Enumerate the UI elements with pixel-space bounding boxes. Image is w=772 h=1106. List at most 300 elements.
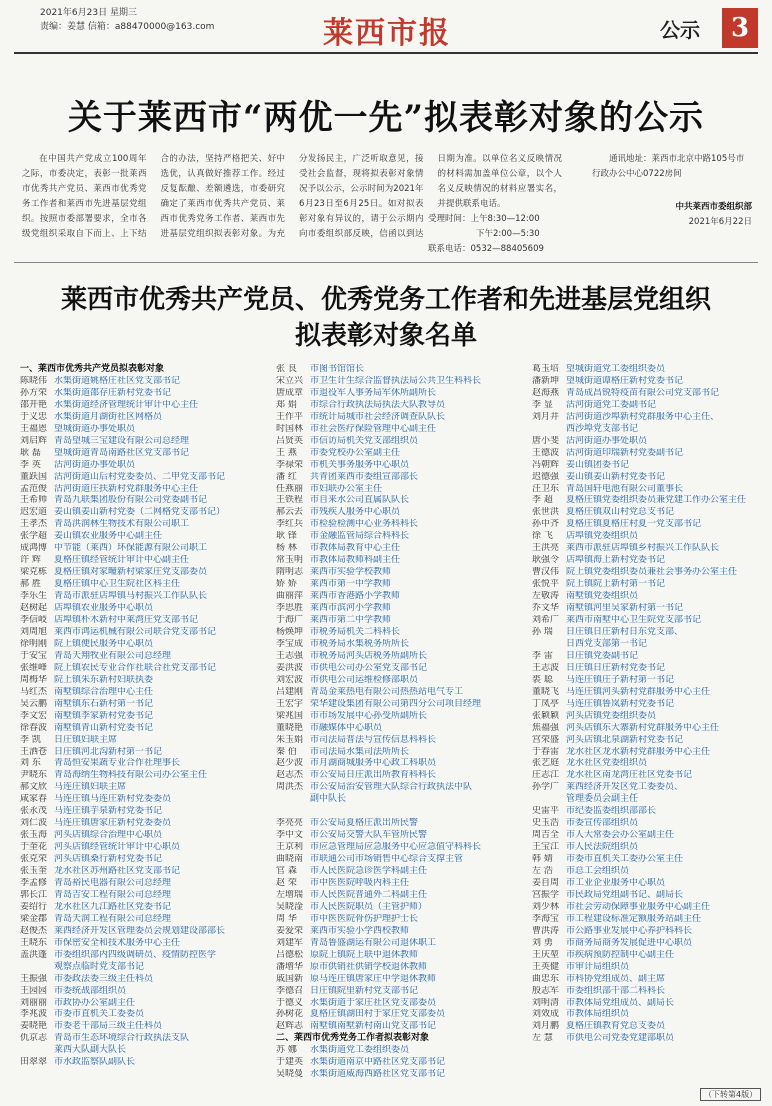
honoree-name: 孙 瑞 xyxy=(532,626,553,637)
list-item-continuation: 管理委员会副主任 xyxy=(566,794,639,805)
honoree-name: 王 燕 xyxy=(276,447,297,458)
list-item xyxy=(20,830,258,842)
honoree-position: 市自来水公司直属队队长 xyxy=(310,495,410,506)
honoree-position: 夏格庄镇党委组织委员兼党建工作办公室主任 xyxy=(566,495,747,506)
honoree-position: 河头店镇北泉湖新村党委书记 xyxy=(566,734,684,745)
list-item xyxy=(276,651,516,663)
honoree-name: 唐小斐 xyxy=(532,435,560,446)
honoree-position: 院上镇朱东新村妇联执委 xyxy=(54,674,154,685)
list-item xyxy=(20,495,258,507)
list-item xyxy=(276,782,516,794)
list-item xyxy=(532,866,762,878)
honoree-position: 夏格庄镇教育党总支委员 xyxy=(566,1021,666,1032)
honoree-position: 莱西市第二中学教师 xyxy=(310,615,392,626)
list-item xyxy=(276,1009,516,1021)
honoree-name: 宫荣盛 xyxy=(532,734,560,745)
list-item xyxy=(532,579,762,591)
honoree-position: 青岛市派驻店埠镇马村振兴工作队队长 xyxy=(54,591,208,602)
list-item xyxy=(532,436,762,448)
list-column-1 xyxy=(20,364,258,1069)
honoree-name: 李孟修 xyxy=(20,877,48,888)
honoree-name: 宫振学 xyxy=(532,889,560,900)
honoree-name: 马红杰 xyxy=(20,686,48,697)
honoree-name: 于建英 xyxy=(276,1057,304,1068)
honoree-name: 郭长江 xyxy=(20,889,48,900)
list-item xyxy=(276,1021,516,1033)
list-item xyxy=(532,615,762,627)
honoree-position: 南墅镇南墅新村南山党支部书记 xyxy=(310,1021,437,1032)
list-item xyxy=(532,842,762,854)
honoree-position: 青岛国轩电池有限公司董事长 xyxy=(566,483,684,494)
honoree-name: 李 显 xyxy=(532,399,553,410)
contact-phone: 联系电话：0532—88405609 xyxy=(428,244,544,254)
honoree-position: 日庄镇党委副书记 xyxy=(566,650,639,661)
honoree-position: 沽河街道印瑞新村党委副书记 xyxy=(566,447,684,458)
honoree-position: 河头店镇桑行新村党委书记 xyxy=(54,854,163,865)
honoree-name: 杨焕坤 xyxy=(276,626,304,637)
list-item-continuation: 西沙埠党支部书记 xyxy=(566,423,639,434)
list-item xyxy=(20,794,258,806)
honoree-name: 李禄荣 xyxy=(276,459,304,470)
honoree-name: 曹汉伟 xyxy=(532,567,560,578)
list-item xyxy=(532,591,762,603)
list-item xyxy=(532,543,762,555)
honoree-name: 田翠翠 xyxy=(20,1057,48,1068)
honoree-position: 夏格庄镇中心卫生院社区科主任 xyxy=(54,579,181,590)
honoree-position: 市委市直机关工委办公室主任 xyxy=(566,854,684,865)
honoree-name: 李 雷 xyxy=(532,650,553,661)
honoree-position: 市人大常委会办公室副主任 xyxy=(566,830,675,841)
list-item xyxy=(276,495,516,507)
honoree-position: 夏格庄镇对家疃新村梁家庄党支部委员 xyxy=(54,567,208,578)
honoree-position: 市供电公司运维检修部职员 xyxy=(310,674,419,685)
list-item xyxy=(20,543,258,555)
honoree-position: 姜山镇姜山新村党委书记 xyxy=(566,471,666,482)
list-item xyxy=(276,950,516,962)
honoree-position: 市水政监察队副队长 xyxy=(54,1057,136,1068)
honoree-name: 王园园 xyxy=(20,985,48,996)
list-item xyxy=(276,926,516,938)
honoree-name: 于义忠 xyxy=(20,411,48,422)
list-item xyxy=(276,555,516,567)
honoree-name: 王志波 xyxy=(532,662,560,673)
honoree-name: 成鸿博 xyxy=(20,543,48,554)
list-item xyxy=(20,974,258,986)
list-item xyxy=(532,974,762,986)
honoree-position: 水集街道党工委组织委员 xyxy=(310,1045,410,1056)
honoree-name: 王希帅 xyxy=(20,495,48,506)
list-item xyxy=(20,866,258,878)
honoree-name: 李红兵 xyxy=(276,519,304,530)
honoree-name xyxy=(276,806,310,818)
honoree-position: 莱西经济开发区管理委员会规划建设部部长 xyxy=(54,925,226,936)
honoree-name: 时国林 xyxy=(276,423,304,434)
list-item xyxy=(532,472,762,484)
honoree-name: 徐春波 xyxy=(20,722,48,733)
honoree-name: 盖洪蓬 xyxy=(20,949,48,960)
honoree-position: 河头店镇经管统计审计中心职员 xyxy=(54,842,181,853)
honoree-position: 市工程建设标准定额服务站副主任 xyxy=(566,913,702,924)
honoree-name: 殷志军 xyxy=(532,985,560,996)
honoree-name: 王庆堃 xyxy=(532,949,560,960)
issue-date-sign: 2021年6月22日 xyxy=(688,217,752,227)
list-item xyxy=(276,699,516,711)
list-item xyxy=(532,531,762,543)
honoree-position: 市疾病预防控制中心副主任 xyxy=(566,949,675,960)
honoree-position: 南墅镇党委组织员 xyxy=(566,591,639,602)
honoree-position: 马连庄镇庄子新村第一书记 xyxy=(566,674,675,685)
honoree-name: 姜绍行 xyxy=(20,901,48,912)
honoree-name: 于安宝 xyxy=(20,650,48,661)
list-item xyxy=(532,400,762,412)
list-item xyxy=(532,782,762,794)
honoree-name: 戚国新 xyxy=(276,973,304,984)
list-item xyxy=(20,890,258,902)
honoree-name: 赵志杰 xyxy=(276,770,304,781)
honoree-position: 市委政法委三级主任科员 xyxy=(54,973,154,984)
honoree-position: 龙水社区龙水新村党群服务中心主任 xyxy=(566,746,711,757)
honoree-position: 市中医医院呼吸内科主任 xyxy=(310,877,410,888)
honoree-position: 夏格庄镇湖田村于家庄党支部委员 xyxy=(310,1009,446,1020)
honoree-name: 尹晓东 xyxy=(20,770,48,781)
list-item xyxy=(20,950,258,962)
list-item xyxy=(532,950,762,962)
honoree-name: 吕德松 xyxy=(276,949,304,960)
list-item xyxy=(276,531,516,543)
honoree-name: 王洪亮 xyxy=(532,543,560,554)
honoree-position: 青岛裕民电器有限公司总经理 xyxy=(54,877,172,888)
honoree-name: 潘 红 xyxy=(276,471,297,482)
honoree-position: 青岛洪润林生物技术有限公司职工 xyxy=(54,519,190,530)
list-item xyxy=(276,687,516,699)
honoree-name: 汪卫东 xyxy=(532,483,560,494)
honoree-position: 日庄镇妇联主席 xyxy=(54,734,118,745)
list-item xyxy=(20,902,258,914)
honoree-position: 荣华建设集团有限公司第四分公司项目经理 xyxy=(310,698,482,709)
honoree-name: 刘建军 xyxy=(276,937,304,948)
honoree-name: 李思胜 xyxy=(276,603,304,614)
list-item xyxy=(20,842,258,854)
honoree-position: 市人民医院普通外二科副主任 xyxy=(310,889,428,900)
list-item xyxy=(20,818,258,830)
list-item xyxy=(20,460,258,472)
list-item xyxy=(532,914,762,926)
honoree-name: 刘启辉 xyxy=(20,435,48,446)
honoree-position: 水集街道威海西路社区党支部书记 xyxy=(310,1069,446,1080)
list-item xyxy=(276,974,516,986)
honoree-name: 赵海燕 xyxy=(532,387,560,398)
list-item xyxy=(276,579,516,591)
honoree-name: 李亮亮 xyxy=(276,818,304,829)
honoree-name: 赵少波 xyxy=(276,758,304,769)
honoree-name: 孙树花 xyxy=(276,1009,304,1020)
honoree-position: 市供电公司党委党建部职员 xyxy=(566,1033,675,1044)
honoree-position: 马连庄镇河头新村党群服务中心主任 xyxy=(566,686,711,697)
honoree-name: 韩 婧 xyxy=(532,854,553,865)
honoree-name: 郝文欣 xyxy=(20,782,48,793)
list-item xyxy=(276,854,516,866)
list-item xyxy=(20,448,258,460)
honoree-position: 市委组织部内四级调研员、疫情防控医学 xyxy=(54,949,217,960)
honoree-position: 市公安局治安管理大队综合行政执法中队 xyxy=(310,782,473,793)
notice-title: 关于莱西市“两优一先”拟表彰对象的公示 xyxy=(67,98,705,138)
honoree-name: 吴云鹏 xyxy=(20,698,48,709)
honoree-position: 莱西经济开发区党工委委员、 xyxy=(566,782,684,793)
honoree-position: 青岛吉安工程有限公司总经理 xyxy=(54,889,172,900)
honoree-position: 沽河街道庄扶新村党群服务中心主任 xyxy=(54,483,199,494)
list-item xyxy=(276,890,516,902)
honoree-name: 李乐生 xyxy=(20,591,48,602)
honoree-position: 青岛海纳生物科技有限公司办公室主任 xyxy=(54,770,208,781)
honoree-name: 梁克栋 xyxy=(20,567,48,578)
honoree-name: 周 华 xyxy=(276,913,297,924)
list-item xyxy=(20,663,258,675)
honoree-name: 刘明清 xyxy=(532,997,560,1008)
list-item xyxy=(276,842,516,854)
honoree-position: 市教体局教师科副主任 xyxy=(310,555,401,566)
list-item xyxy=(20,806,258,818)
honoree-position: 市公安局夏格庄派出所民警 xyxy=(310,818,419,829)
list-item xyxy=(20,1033,258,1045)
list-item xyxy=(276,400,516,412)
list-item xyxy=(276,938,516,950)
honoree-position: 望城街道谭格庄新村党委书记 xyxy=(566,375,684,386)
honoree-position: 南墅镇河里吴家新村第一书记 xyxy=(566,603,684,614)
list-item xyxy=(276,484,516,496)
honoree-name: 董跃国 xyxy=(20,471,48,482)
honoree-name: 赵俊杰 xyxy=(20,925,48,936)
honoree-name: 孙学广 xyxy=(532,782,560,793)
list-item xyxy=(276,639,516,651)
list-item xyxy=(276,615,516,627)
honoree-position: 河头店镇党委组织委员 xyxy=(566,710,657,721)
honoree-position: 市委统战部组织员 xyxy=(54,985,127,996)
honoree-position: 莱西市滨河小学教师 xyxy=(310,603,392,614)
list-item xyxy=(532,938,762,950)
list-item xyxy=(20,388,258,400)
honoree-position: 龙水社区苏州路社区党支部书记 xyxy=(54,866,181,877)
honoree-name: 郝 胜 xyxy=(20,579,41,590)
list-item xyxy=(20,926,258,938)
list-item xyxy=(532,364,762,376)
honoree-position: 日庄镇日庄新村日东党支部、 xyxy=(566,626,684,637)
list-item xyxy=(276,830,516,842)
list-item xyxy=(532,818,762,830)
honoree-name: 刘月鹏 xyxy=(532,1021,560,1032)
honoree-position: 市检验检测中心业务科科长 xyxy=(310,519,419,530)
list-item xyxy=(276,711,516,723)
honoree-name: 唐成章 xyxy=(276,387,304,398)
honoree-name: 刘效成 xyxy=(532,1009,560,1020)
honoree-position: 青岛恒安果蔬专业合作社理事长 xyxy=(54,758,181,769)
list-item xyxy=(276,1069,516,1081)
list-item xyxy=(276,424,516,436)
honoree-position: 青岛望城三宝建设有限公司总经理 xyxy=(54,435,190,446)
honoree-position: 水集街道月湖街社区网格员 xyxy=(54,411,163,422)
honoree-name: 徐明刚 xyxy=(20,638,48,649)
list-item xyxy=(276,806,516,818)
honoree-name: 于德义 xyxy=(276,997,304,1008)
list-item xyxy=(276,448,516,460)
honoree-name: 刘希广 xyxy=(532,615,560,626)
honoree-name: 董晓艳 xyxy=(276,722,304,733)
notice-contact xyxy=(428,212,568,257)
honoree-position: 市残疾人服务中心职员 xyxy=(310,507,401,518)
honoree-position: 院上镇党委组织委员兼社会事务办公室主任 xyxy=(566,567,738,578)
honoree-name: 李兆波 xyxy=(20,1009,48,1020)
honoree-name: 刘月井 xyxy=(532,411,560,422)
honoree-name: 张颖颖 xyxy=(532,710,560,721)
honoree-name: 李德召 xyxy=(276,985,304,996)
honoree-position: 龙水社区党委组织员 xyxy=(566,758,648,769)
honoree-position: 青岛市生态环境综合行政执法支队 xyxy=(54,1033,190,1044)
honoree-position: 市保密安全和技术服务中心主任 xyxy=(54,937,181,948)
list-item xyxy=(532,495,762,507)
honoree-name: 赵树起 xyxy=(20,603,48,614)
list-item xyxy=(20,711,258,723)
honoree-position: 市信访局机关党支部组织员 xyxy=(310,435,419,446)
list-item xyxy=(20,914,258,926)
honoree-name: 葛玉培 xyxy=(532,364,560,374)
honoree-position: 水集街道南京中路社区党支部书记 xyxy=(310,1057,446,1068)
address-text: 通讯地址：莱西市北京中路105号市行政办公中心0722房间 xyxy=(592,154,745,179)
honoree-position: 市公路事业发展中心养护科科长 xyxy=(566,925,693,936)
honoree-name: 姜晓艳 xyxy=(20,1021,48,1032)
honoree-name: 宋立兴 xyxy=(276,375,304,386)
honoree-position: 莱西市第一中学教师 xyxy=(310,579,392,590)
honoree-position: 日庄镇日庄新村党委书记 xyxy=(566,662,666,673)
honoree-name: 隋明志 xyxy=(276,567,304,578)
honoree-position: 院上镇农民专业合作社联合社党支部书记 xyxy=(54,662,217,673)
list-item xyxy=(276,758,516,770)
list-item xyxy=(532,376,762,388)
list-item xyxy=(276,902,516,914)
list-column-3 xyxy=(532,364,762,1045)
section-name: 公示 xyxy=(660,18,700,42)
issuer: 中共莱西市委组织部 xyxy=(675,202,752,212)
honoree-position: 夏格庄镇双山村党总支书记 xyxy=(566,507,675,518)
list-item xyxy=(276,878,516,890)
honoree-position: 市税务局水集税务所所长 xyxy=(310,638,410,649)
honoree-name: 咸家春 xyxy=(20,794,48,805)
list-column-2 xyxy=(276,364,516,1081)
honoree-name: 潘增华 xyxy=(276,961,304,972)
list-item xyxy=(276,1045,516,1057)
list-item xyxy=(276,507,516,519)
honoree-position: 市机关事务服务中心职员 xyxy=(310,459,410,470)
honoree-position: 沽河街道办事处职员 xyxy=(54,459,136,470)
honoree-position: 市应急管理局应急服务中心应急值守科科长 xyxy=(310,842,482,853)
honoree-position: 望城街道党工委组织委员 xyxy=(566,364,666,374)
honoree-name: 王作平 xyxy=(276,411,304,422)
continue-note: （下转第4版） xyxy=(700,1088,761,1101)
honoree-position: 市社会劳动保障事业服务中心副主任 xyxy=(566,901,711,912)
honoree-position: 日庄镇河北沟新村第一书记 xyxy=(54,746,163,757)
list-item xyxy=(532,627,762,639)
honoree-name: 王孝杰 xyxy=(20,519,48,530)
honoree-position: 河头店镇综合治理中心职员 xyxy=(54,830,163,841)
honoree-name: 张 良 xyxy=(276,364,297,374)
honoree-position: 市教体局党组成员、副局长 xyxy=(566,997,675,1008)
honoree-position: 望城街道办事处职员 xyxy=(54,423,136,434)
honoree-name: 张玉奎 xyxy=(20,866,48,877)
honoree-name: 吕贤英 xyxy=(276,435,304,446)
notice-signature xyxy=(592,200,752,230)
list-item xyxy=(532,484,762,496)
honoree-name: 董晓飞 xyxy=(532,686,560,697)
list-item xyxy=(276,962,516,974)
honoree-name: 梁兆国 xyxy=(276,710,304,721)
honoree-position: 市妇联办公室主任 xyxy=(310,483,383,494)
list-item-continuation: 观察点临时党支部书记 xyxy=(54,961,145,972)
list-item xyxy=(532,412,762,424)
list-item xyxy=(532,687,762,699)
honoree-position: 院上镇院上新村第一书记 xyxy=(566,579,666,590)
honoree-name: 李文宏 xyxy=(20,710,48,721)
honoree-position: 市委市直机关工委委员 xyxy=(54,1009,145,1020)
list-item xyxy=(20,567,258,579)
honoree-position: 原院上镇院上联中退休教师 xyxy=(310,949,419,960)
list-item xyxy=(20,986,258,998)
honoree-name: 于春雷 xyxy=(532,746,560,757)
list-item xyxy=(532,651,762,663)
honoree-name: 李宝成 xyxy=(276,638,304,649)
list-item xyxy=(532,603,762,615)
honoree-name: 周洪杰 xyxy=(276,782,304,793)
honoree-name: 郝云去 xyxy=(276,507,304,518)
honoree-name: 王晓东 xyxy=(20,937,48,948)
honoree-name: 朱玉娟 xyxy=(276,734,304,745)
list-item xyxy=(276,591,516,603)
editor-line: 责编：姜慧 信箱：a88470000@163.com xyxy=(40,22,215,32)
honoree-position: 市纪委监委组织部部长 xyxy=(566,806,657,817)
honoree-name: 曹洪涛 xyxy=(532,925,560,936)
honoree-position: 青岛金莱热电有限公司热热站电气专工 xyxy=(310,686,464,697)
honoree-name: 张玉海 xyxy=(20,830,48,841)
honoree-name: 左 浩 xyxy=(532,866,553,877)
honoree-name: 刘宏波 xyxy=(276,674,304,685)
section-divider xyxy=(14,262,758,263)
honoree-position: 沽河街道党工委副书记 xyxy=(566,399,657,410)
honoree-position: 龙水社区南龙湾庄社区党委书记 xyxy=(566,770,693,781)
honoree-position: 夏格庄镇夏格庄村夏一党支部书记 xyxy=(566,519,702,530)
honoree-position: 市人民医院职员（主管护师） xyxy=(310,901,428,912)
honoree-position: 市科协党组成员、副主席 xyxy=(566,973,666,984)
list-item xyxy=(20,1021,258,1033)
honoree-name: 李海宝 xyxy=(532,913,560,924)
honoree-position: 市司法局普法与宣传信息科科长 xyxy=(310,734,437,745)
honoree-name: 王洒苍 xyxy=(20,746,48,757)
honoree-position: 市司法局水集司法所所长 xyxy=(310,746,410,757)
honoree-name: 姜爱荣 xyxy=(276,925,304,936)
honoree-position: 望城街道青岛南路社区党支部书记 xyxy=(54,447,190,458)
honoree-name: 孟范俊 xyxy=(20,483,48,494)
honoree-name: 左敬涛 xyxy=(532,591,560,602)
honoree-position: 沽河街道沙埠新村党群服务中心主任、 xyxy=(566,411,720,422)
list-item xyxy=(276,735,516,747)
honoree-position: 市中医医院骨伤护理护士长 xyxy=(310,913,419,924)
honoree-name: 刘仁波 xyxy=(20,818,48,829)
honoree-name: 左增瑞 xyxy=(276,889,304,900)
honoree-name: 杨 林 xyxy=(276,543,297,554)
honoree-position: 青岛天翔牧业有限公司总经理 xyxy=(54,650,172,661)
honoree-name: 裘 聪 xyxy=(532,674,553,685)
honoree-name: 娇 娇 xyxy=(276,579,297,590)
honoree-position: 市税务局河头店税务所副所长 xyxy=(310,650,428,661)
honoree-name: 刘 勇 xyxy=(532,937,553,948)
honoree-position: 市人民法院组织员 xyxy=(566,842,639,853)
honoree-name: 王宏宇 xyxy=(276,698,304,709)
